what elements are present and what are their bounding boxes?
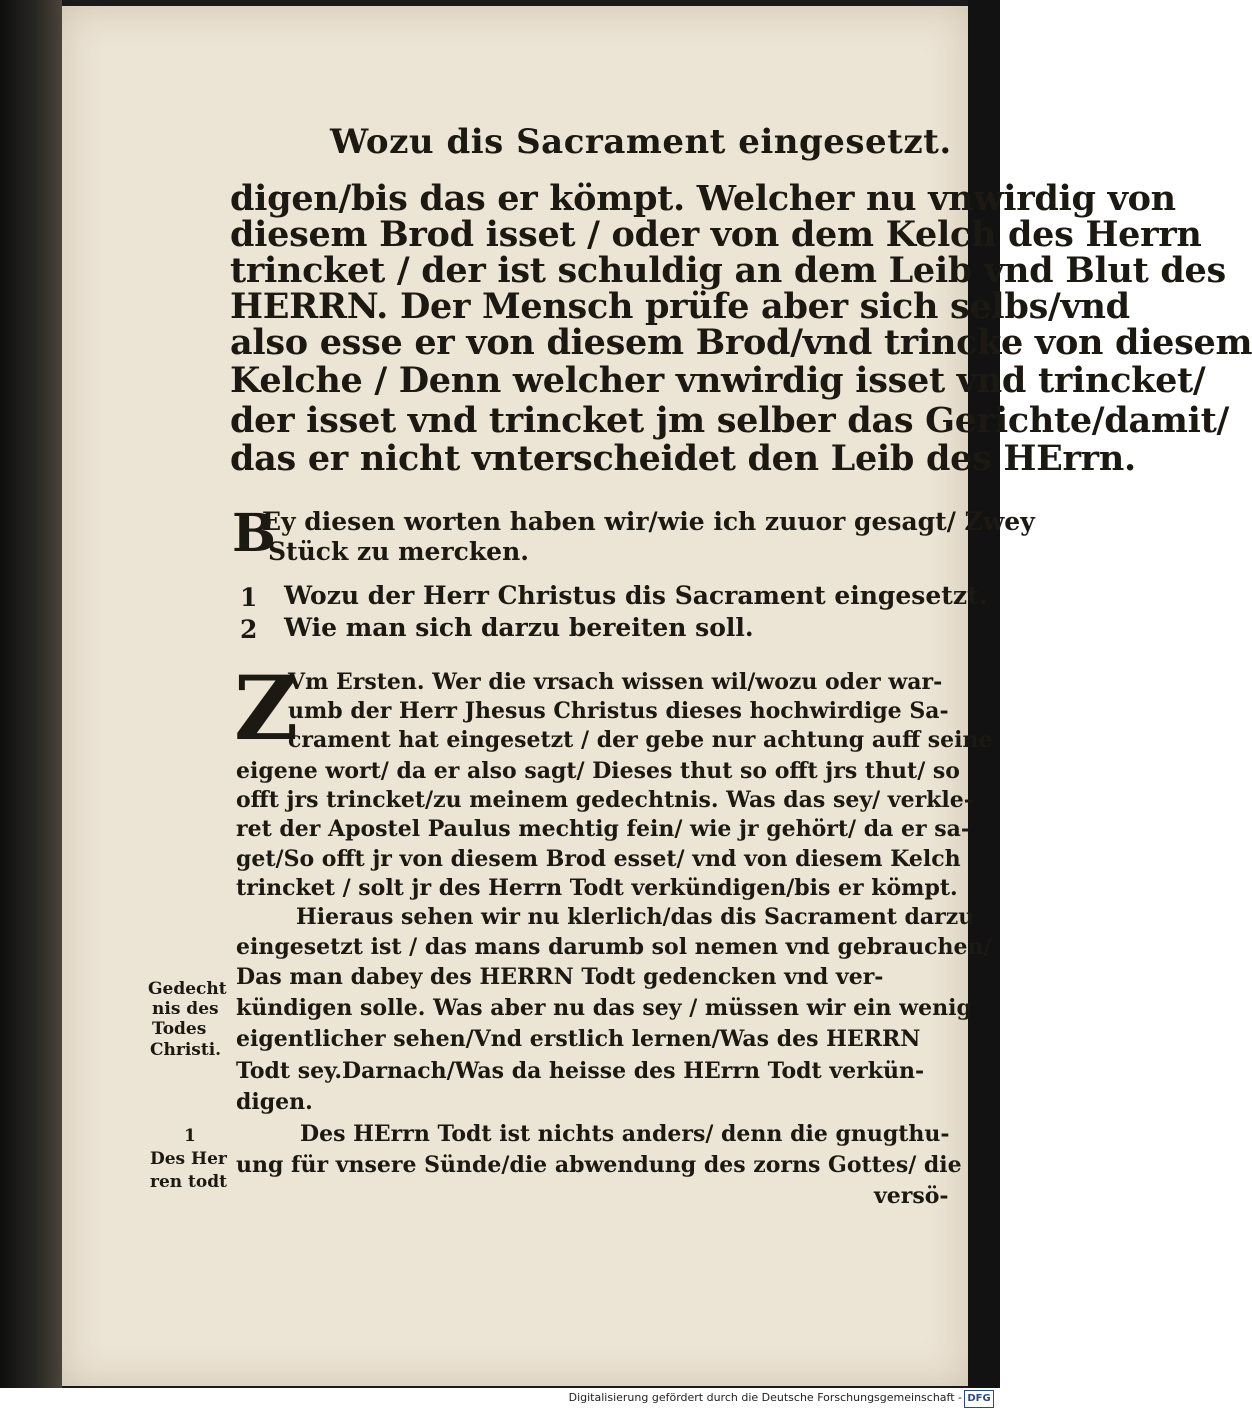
dfg-logo: DFG [964, 1390, 994, 1408]
list-item: Wozu der Herr Christus dis Sacrament eingesetzt. [284, 581, 988, 610]
body-line: eingesetzt ist / das mans darumb sol nemen vnd gebrauchen/ [236, 934, 992, 960]
body-line: Kelche / Denn welcher vnwirdig isset vnd trincket/ [230, 360, 1206, 401]
body-line: trincket / der ist schuldig an dem Leib vnd Blut des [230, 250, 1226, 291]
list-number: 2 [240, 615, 258, 644]
body-line: ung für vnsere Sünde/die abwendung des zorns Gottes/ die [236, 1152, 962, 1178]
body-line: crament hat eingesetzt / der gebe nur achtung auff seine [288, 727, 993, 753]
funding-note: Digitalisierung gefördert durch die Deutsche Forschungsgemeinschaft - [568, 1391, 962, 1404]
body-line: eigentlicher sehen/Vnd erstlich lernen/Was des HERRN [236, 1026, 921, 1052]
body-line: HERRN. Der Mensch prüfe aber sich selbs/vnd [230, 286, 1130, 327]
body-line: das er nicht vnterscheidet den Leib des HErrn. [230, 438, 1136, 479]
marginal-note-line: Todes [152, 1019, 207, 1039]
marginal-note-line: Gedecht [148, 979, 227, 999]
body-line: Das man dabey des HERRN Todt gedencken vnd ver- [236, 964, 884, 990]
body-line: der isset vnd trincket jm selber das Gerichte/damit/ [230, 400, 1229, 441]
catchword: versö- [874, 1183, 949, 1209]
body-line: Ey diesen worten haben wir/wie ich zuuor gesagt/ Zwey [262, 507, 1035, 536]
marginal-note-line: Des Her [150, 1149, 227, 1169]
drop-cap-z: Z [234, 656, 299, 760]
marginal-note-line: nis des [152, 999, 219, 1019]
body-line: diesem Brod isset / oder von dem Kelch des Herrn [230, 214, 1202, 255]
body-line: eigene wort/ da er also sagt/ Dieses thut so offt jrs thut/ so [236, 758, 960, 784]
body-line: digen. [236, 1089, 313, 1115]
body-line: Vm Ersten. Wer die vrsach wissen wil/wozu oder war- [288, 669, 943, 695]
marginal-note-line: 1 [184, 1126, 196, 1146]
book-edge-left [0, 0, 62, 1388]
list-number: 1 [240, 583, 258, 612]
body-line: umb der Herr Jhesus Christus dieses hochwirdige Sa- [288, 698, 949, 724]
body-line: offt jrs trincket/zu meinem gedechtnis. Was das sey/ verkle- [236, 787, 973, 813]
body-line: Todt sey.Darnach/Was da heisse des HErrn Todt verkün- [236, 1058, 925, 1084]
running-head: Wozu dis Sacrament eingesetzt. [330, 122, 952, 162]
drop-cap-b: B [232, 503, 276, 564]
body-line: ret der Apostel Paulus mechtig fein/ wie jr gehört/ da er sa- [236, 816, 971, 842]
body-line: also esse er von diesem Brod/vnd trincke von diesem [230, 322, 1252, 363]
body-line: Stück zu mercken. [268, 537, 529, 566]
body-line: get/So offt jr von diesem Brod esset/ vnd von diesem Kelch [236, 846, 961, 872]
body-line: trincket / solt jr des Herrn Todt verkündigen/bis er kömpt. [236, 875, 958, 901]
body-line: Des HErrn Todt ist nichts anders/ denn die gnugthu- [300, 1121, 950, 1147]
body-line: digen/bis das er kömpt. Welcher nu vnwirdig von [230, 178, 1176, 219]
body-line: Hieraus sehen wir nu klerlich/das dis Sacrament darzu [296, 904, 975, 930]
footer-bar [0, 1388, 1000, 1409]
body-line: kündigen solle. Was aber nu das sey / müssen wir ein wenig [236, 995, 972, 1021]
marginal-note-line: ren todt [150, 1172, 227, 1192]
marginal-note-line: Christi. [150, 1040, 222, 1060]
list-item: Wie man sich darzu bereiten soll. [284, 613, 754, 642]
